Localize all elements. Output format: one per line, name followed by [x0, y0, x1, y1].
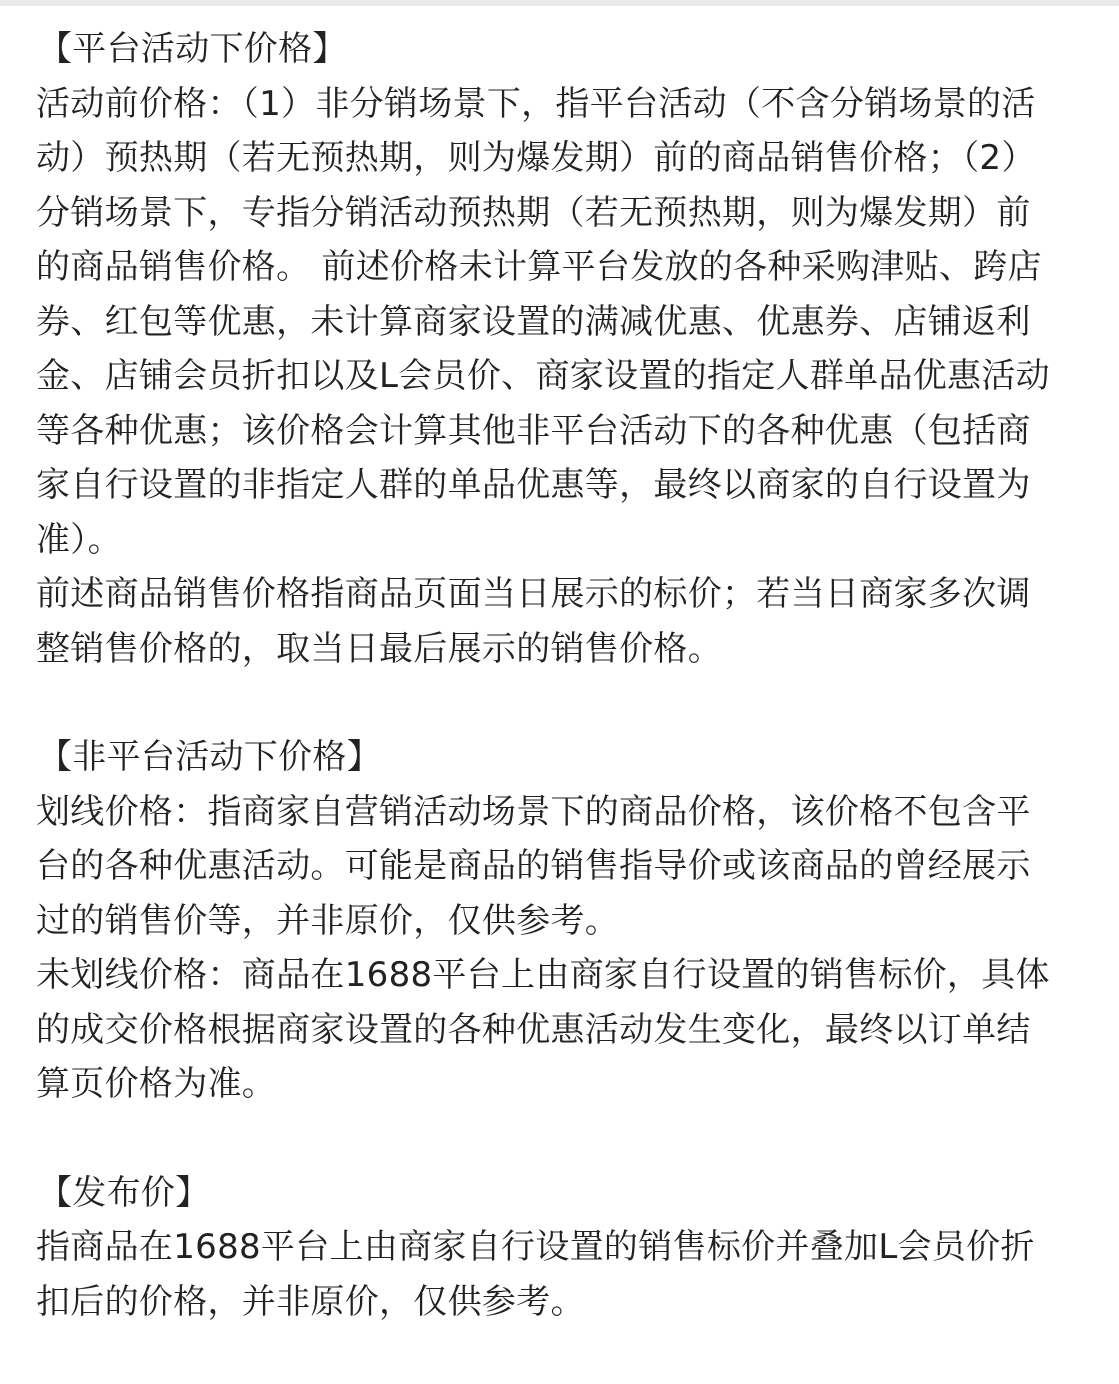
non-platform-activity-price-section — [36, 730, 1119, 1112]
published-price-section — [36, 1166, 1119, 1330]
section-title: 【非平台活动下价格】 — [38, 737, 381, 777]
sales-price-definition-paragraph: 前述商品销售价格指商品页面当日展示的标价；若当日商家多次调 整销售价格的，取当日最后展示的销售价格。 — [36, 574, 1031, 669]
strikethrough-price-paragraph: 划线价格：指商家自营销活动场景下的商品价格，该价格不包含平 台的各种优惠活动。可能是商品的销售指导价或该商品的曾经展示 过的销售价等，并非原价，仅供参考。 — [36, 791, 1031, 941]
platform-activity-price-section — [36, 22, 1119, 676]
top-divider — [0, 0, 1119, 6]
pre-activity-price-paragraph: 活动前价格：（1）非分销场景下，指平台活动（不含分销场景的活 动）预热期（若无预热期，则为爆发期）前的商品销售价格；（2） 分销场景下，专指分销活动预热期（若无预热期，则为爆发期）前 的商品销售价格。 前述价格未计算平台发放的各种采购津贴、跨店 券、红包等优惠，未计算商家设置的满减优惠、优惠券、店铺返利 金、店铺会员折扣以及L会员价、商家设置的指定人群单品优惠活动 等各种优惠；该价格会计算其他非平台活动下的各种优惠（包括商 家自行设置的非指定人群的单品优惠等，最终以商家的自行设置为 准）。 — [36, 83, 1050, 560]
price-notice-document — [36, 22, 1119, 1329]
section-title: 【发布价】 — [38, 1172, 210, 1213]
section-title: 【平台活动下价格】 — [38, 29, 347, 69]
published-price-paragraph: 指商品在1688平台上由商家自行设置的销售标价并叠加L会员价折 扣后的价格，并非原价，仅供参考。 — [36, 1227, 1035, 1322]
non-strikethrough-price-paragraph: 未划线价格：商品在1688平台上由商家自行设置的销售标价，具体 的成交价格根据商家设置的各种优惠活动发生变化，最终以订单结 算页价格为准。 — [36, 955, 1050, 1104]
